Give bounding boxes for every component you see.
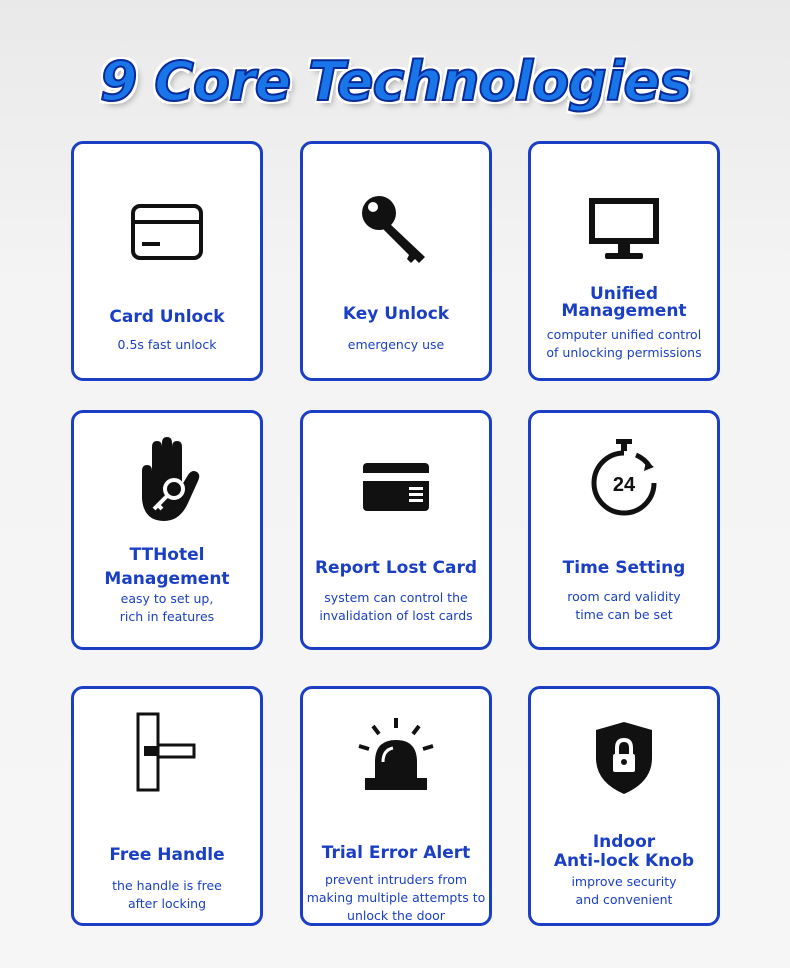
feature-description: computer unified control of unlocking permissions <box>546 327 702 360</box>
feature-description: improve security and convenient <box>571 874 677 907</box>
svg-text:24: 24 <box>612 474 636 496</box>
magnetic-card-icon <box>303 457 489 517</box>
feature-card-report-lost-card <box>300 410 492 650</box>
feature-description: room card validity time can be set <box>567 589 681 622</box>
feature-label: Time Setting <box>562 558 686 578</box>
feature-card-free-handle <box>71 686 263 926</box>
feature-card-card-unlock <box>71 141 263 381</box>
feature-card-unified-management <box>528 141 720 381</box>
feature-card-indoor-anti-lock-knob <box>528 686 720 926</box>
feature-card-tthotel-management <box>71 410 263 650</box>
feature-label: Report Lost Card <box>314 558 478 578</box>
shield-lock-icon <box>531 719 717 797</box>
feature-card-key-unlock <box>300 141 492 381</box>
feature-description: system can control the invalidation of lost cards <box>319 590 473 623</box>
card-icon <box>74 202 260 262</box>
feature-description: emergency use <box>347 337 445 352</box>
hand-key-icon <box>74 435 260 525</box>
feature-card-time-setting <box>528 410 720 650</box>
feature-label: Unified Management <box>561 284 687 321</box>
feature-label: Trial Error Alert <box>321 843 471 863</box>
feature-description: prevent intruders from making multiple attempts to unlock the door <box>306 872 486 923</box>
page-title: 9 Core Technologies <box>99 50 691 113</box>
feature-label: Indoor Anti-lock Knob <box>553 832 695 871</box>
monitor-icon <box>531 194 717 264</box>
feature-label: TTHotel Management <box>104 545 230 589</box>
feature-description: the handle is free after locking <box>112 878 222 911</box>
alarm-siren-icon <box>303 715 489 795</box>
feature-label: Free Handle <box>109 845 225 865</box>
feature-label: Card Unlock <box>109 307 225 327</box>
feature-description: easy to set up, rich in features <box>119 591 215 624</box>
key-icon <box>303 192 489 266</box>
feature-label: Key Unlock <box>342 304 450 324</box>
feature-card-trial-error-alert <box>300 686 492 926</box>
stopwatch-24-icon <box>531 435 717 519</box>
door-handle-icon <box>74 711 260 793</box>
feature-description: 0.5s fast unlock <box>117 337 217 352</box>
